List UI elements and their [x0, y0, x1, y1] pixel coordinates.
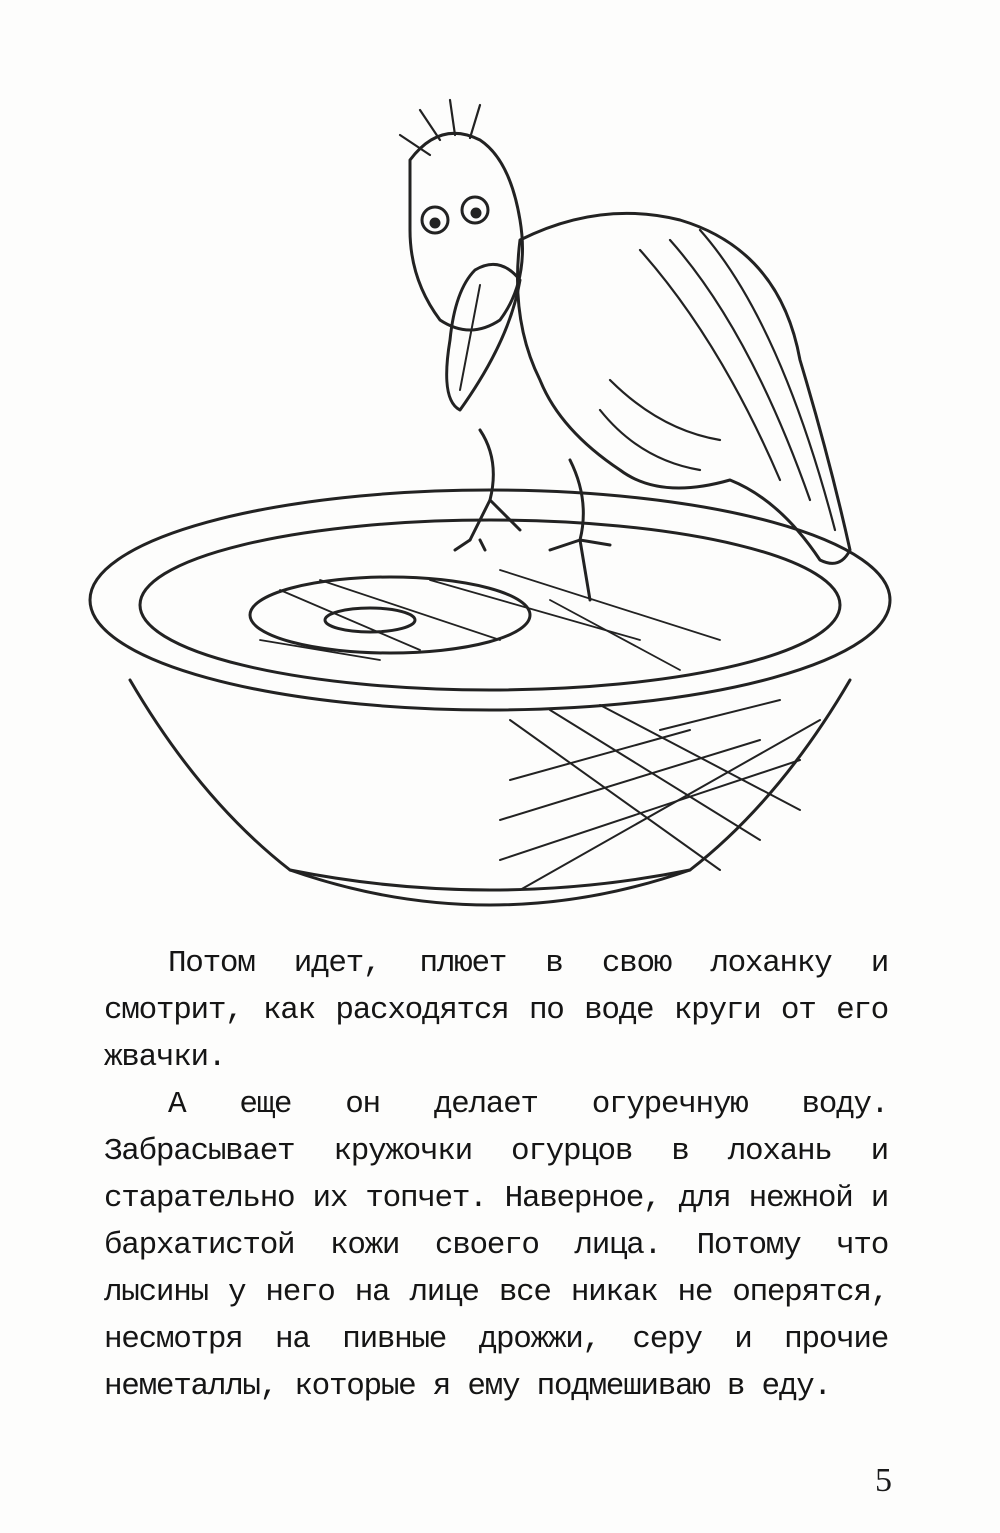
crow-beak-line — [460, 285, 480, 390]
crow-beak — [447, 264, 520, 410]
bowl-rim-outer — [90, 490, 890, 710]
water-ring-outer — [250, 577, 530, 653]
page-number: 5 — [875, 1462, 892, 1499]
crow-pupil-right — [472, 209, 480, 217]
crow-body — [518, 213, 851, 563]
bowl-hatching — [500, 700, 820, 890]
crow-pupil-left — [431, 219, 439, 227]
bowl-body — [130, 680, 850, 905]
bowl-rim-inner — [140, 520, 840, 690]
paragraph-1: Потом идет, плюет в свою лоханку и смотрит, как расходятся по воде круги от его жвачки. — [104, 946, 888, 1075]
crow-legs — [455, 430, 610, 600]
body-text — [104, 940, 888, 1410]
paragraph-2: А еще он делает огуречную воду. Забрасывает кружочки огурцов в лохань и старательно их топчет. Наверное, для нежной и бархатистой кожи своего лица. Потому что лысины у него на лице все никак не оперятся, несмотря на пивные дрожжи, серу и прочие неметаллы, которые я ему подмешиваю в еду. — [104, 1087, 888, 1404]
crow-head-tufts — [400, 100, 480, 155]
water-hatching — [260, 570, 720, 670]
crow-on-bowl-illustration — [80, 80, 900, 910]
crow-wing-feathers — [600, 230, 835, 530]
